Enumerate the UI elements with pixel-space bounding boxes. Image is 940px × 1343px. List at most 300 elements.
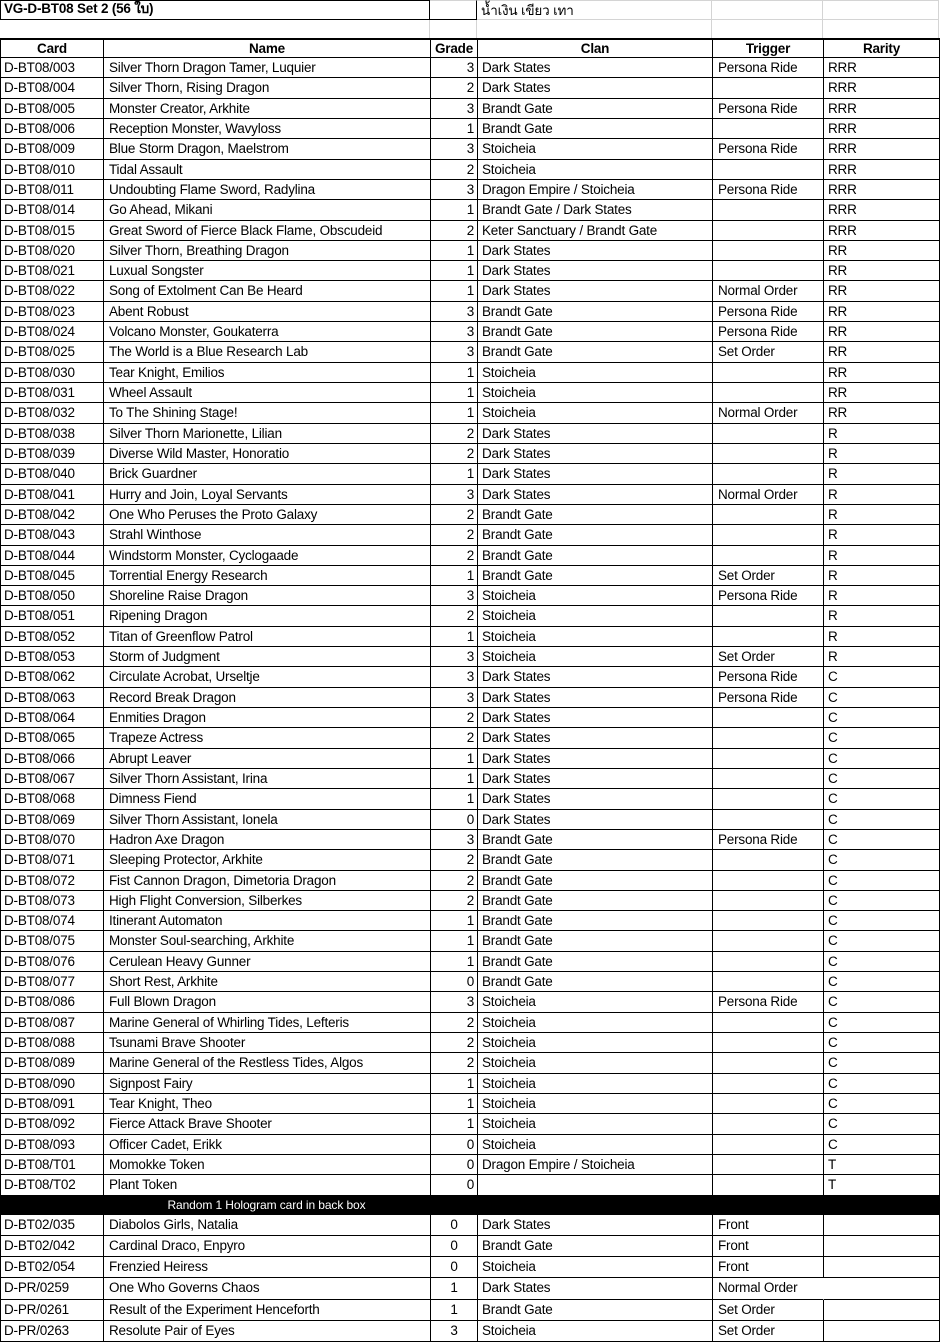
cell-grade: 2 bbox=[431, 78, 478, 98]
cell-grade: 2 bbox=[431, 525, 478, 545]
cell-rarity: C bbox=[824, 972, 940, 992]
cell-name: Trapeze Actress bbox=[104, 728, 431, 748]
cell-trigger bbox=[713, 200, 824, 220]
cell-clan: Brandt Gate bbox=[478, 302, 713, 322]
cell-trigger: Persona Ride bbox=[713, 830, 824, 850]
cell-card: D-BT08/022 bbox=[1, 281, 104, 301]
cell-grade: 2 bbox=[431, 160, 478, 180]
cell-grade: 1 bbox=[431, 281, 478, 301]
cell-trigger bbox=[713, 525, 824, 545]
cell-clan: Brandt Gate bbox=[478, 1236, 713, 1257]
cell-clan: Dragon Empire / Stoicheia bbox=[478, 180, 713, 200]
cell-card: D-BT08/076 bbox=[1, 952, 104, 972]
cell-clan: Stoicheia bbox=[478, 627, 713, 647]
cell-name: Wheel Assault bbox=[104, 383, 431, 403]
cell-grade: 3 bbox=[431, 99, 478, 119]
table-header-row bbox=[0, 38, 940, 58]
cell-grade: 3 bbox=[431, 667, 478, 687]
cell-grade: 3 bbox=[431, 342, 478, 362]
cell-rarity: C bbox=[824, 1114, 940, 1134]
cell-trigger bbox=[713, 952, 824, 972]
cell-rarity: R bbox=[824, 464, 940, 484]
cell-trigger bbox=[713, 1033, 824, 1053]
cell-trigger bbox=[713, 505, 824, 525]
cell-name: Silver Thorn, Rising Dragon bbox=[104, 78, 431, 98]
cell-trigger: Persona Ride bbox=[713, 302, 824, 322]
cell-grade: 2 bbox=[431, 221, 478, 241]
cell-card: D-BT08/040 bbox=[1, 464, 104, 484]
cell-name: Song of Extolment Can Be Heard bbox=[104, 281, 431, 301]
cell-clan: Keter Sanctuary / Brandt Gate bbox=[478, 221, 713, 241]
cell-clan: Brandt Gate bbox=[478, 972, 713, 992]
cell-clan: Dark States bbox=[478, 281, 713, 301]
cell-grade: 1 bbox=[431, 749, 478, 769]
cell-rarity bbox=[824, 1215, 940, 1236]
cell-clan: Brandt Gate bbox=[478, 566, 713, 586]
cell-grade: 1 bbox=[431, 952, 478, 972]
cell-clan: Brandt Gate bbox=[478, 891, 713, 911]
cell-card: D-BT08/032 bbox=[1, 403, 104, 423]
cell-trigger bbox=[713, 728, 824, 748]
cell-card: D-BT08/062 bbox=[1, 667, 104, 687]
cell-rarity bbox=[824, 1278, 940, 1299]
cell-grade: 0 bbox=[431, 972, 478, 992]
cell-rarity bbox=[824, 1321, 940, 1342]
cell-trigger bbox=[713, 1053, 824, 1073]
cell-grade: 1 bbox=[431, 789, 478, 809]
cell-card: D-BT08/092 bbox=[1, 1114, 104, 1134]
cell-grade: 2 bbox=[431, 728, 478, 748]
cell-grade: 1 bbox=[431, 931, 478, 951]
set-title: VG-D-BT08 Set 2 (56 ใบ) bbox=[0, 0, 430, 20]
cell-card: D-BT02/035 bbox=[1, 1215, 104, 1236]
cell-name: Resolute Pair of Eyes bbox=[104, 1321, 431, 1342]
cell-trigger bbox=[713, 78, 824, 98]
cell-card: D-BT08/039 bbox=[1, 444, 104, 464]
cell-trigger: Normal Order bbox=[713, 1278, 824, 1299]
cell-rarity: R bbox=[824, 627, 940, 647]
cell-grade: 3 bbox=[431, 992, 478, 1012]
cell-card: D-BT08/031 bbox=[1, 383, 104, 403]
cell-name: Fist Cannon Dragon, Dimetoria Dragon bbox=[104, 871, 431, 891]
cell-trigger: Normal Order bbox=[713, 281, 824, 301]
cell-card: D-BT02/054 bbox=[1, 1257, 104, 1278]
cell-grade: 1 bbox=[431, 464, 478, 484]
cell-grade: 1 bbox=[431, 627, 478, 647]
cell-clan: Stoicheia bbox=[478, 403, 713, 423]
cell-grade: 1 bbox=[431, 403, 478, 423]
cell-card: D-BT08/021 bbox=[1, 261, 104, 281]
cell-rarity: RRR bbox=[824, 139, 940, 159]
cell-clan: Dark States bbox=[478, 241, 713, 261]
cell-name: Go Ahead, Mikani bbox=[104, 200, 431, 220]
cell-grade: 0 bbox=[431, 1257, 478, 1278]
cell-rarity: C bbox=[824, 911, 940, 931]
cell-grade: 2 bbox=[431, 891, 478, 911]
cell-name: Tear Knight, Theo bbox=[104, 1094, 431, 1114]
cell-trigger: Set Order bbox=[713, 342, 824, 362]
column-header-name: Name bbox=[104, 40, 431, 58]
cell-trigger bbox=[713, 1074, 824, 1094]
cell-card: D-BT08/087 bbox=[1, 1013, 104, 1033]
cell-name: Momokke Token bbox=[104, 1155, 431, 1175]
cell-trigger bbox=[713, 1013, 824, 1033]
bonus-table-body bbox=[0, 1215, 940, 1343]
cell-card: D-BT08/024 bbox=[1, 322, 104, 342]
cell-name: Hurry and Join, Loyal Servants bbox=[104, 485, 431, 505]
empty-cell bbox=[823, 0, 939, 20]
cell-trigger bbox=[713, 383, 824, 403]
cell-trigger bbox=[713, 221, 824, 241]
cell-trigger bbox=[713, 769, 824, 789]
cell-clan: Brandt Gate bbox=[478, 911, 713, 931]
cell-clan: Stoicheia bbox=[478, 647, 713, 667]
cell-clan: Stoicheia bbox=[478, 586, 713, 606]
cell-rarity: RR bbox=[824, 241, 940, 261]
cell-trigger: Set Order bbox=[713, 1321, 824, 1342]
cell-card: D-BT08/005 bbox=[1, 99, 104, 119]
cell-trigger bbox=[713, 1094, 824, 1114]
cell-clan: Brandt Gate bbox=[478, 99, 713, 119]
cell-rarity: RR bbox=[824, 363, 940, 383]
cell-grade: 0 bbox=[431, 1236, 478, 1257]
cell-grade: 1 bbox=[431, 1300, 478, 1321]
cell-trigger: Front bbox=[713, 1236, 824, 1257]
cell-grade: 1 bbox=[431, 119, 478, 139]
cell-rarity: C bbox=[824, 688, 940, 708]
cell-rarity: T bbox=[824, 1175, 940, 1195]
cell-clan: Stoicheia bbox=[478, 363, 713, 383]
cell-rarity: C bbox=[824, 1074, 940, 1094]
cell-card: D-BT08/090 bbox=[1, 1074, 104, 1094]
cell-clan: Brandt Gate bbox=[478, 342, 713, 362]
cell-name: Brick Guardner bbox=[104, 464, 431, 484]
cell-clan: Brandt Gate bbox=[478, 119, 713, 139]
cell-grade: 2 bbox=[431, 1053, 478, 1073]
cell-clan: Stoicheia bbox=[478, 606, 713, 626]
cell-name: Reception Monster, Wavyloss bbox=[104, 119, 431, 139]
cell-trigger bbox=[713, 1135, 824, 1155]
cell-trigger bbox=[713, 810, 824, 830]
empty-cell bbox=[430, 0, 477, 20]
cell-grade: 1 bbox=[431, 769, 478, 789]
cell-grade: 2 bbox=[431, 871, 478, 891]
cell-rarity: RRR bbox=[824, 221, 940, 241]
cell-card: D-BT08/045 bbox=[1, 566, 104, 586]
cell-name: To The Shining Stage! bbox=[104, 403, 431, 423]
cell-card: D-BT08/066 bbox=[1, 749, 104, 769]
cell-name: Silver Thorn Dragon Tamer, Luquier bbox=[104, 58, 431, 78]
cell-trigger bbox=[713, 789, 824, 809]
cell-trigger bbox=[713, 1114, 824, 1134]
cell-clan: Dark States bbox=[478, 749, 713, 769]
cell-rarity: RR bbox=[824, 342, 940, 362]
cell-card: D-BT08/069 bbox=[1, 810, 104, 830]
cell-grade: 3 bbox=[431, 586, 478, 606]
cell-grade: 2 bbox=[431, 424, 478, 444]
cell-rarity: R bbox=[824, 566, 940, 586]
cell-grade: 0 bbox=[431, 1135, 478, 1155]
empty-cell bbox=[477, 20, 712, 38]
cell-card: D-BT08/T02 bbox=[1, 1175, 104, 1195]
cell-clan: Brandt Gate bbox=[478, 871, 713, 891]
cell-rarity: RR bbox=[824, 302, 940, 322]
cell-name: Officer Cadet, Erikk bbox=[104, 1135, 431, 1155]
cell-grade: 3 bbox=[431, 322, 478, 342]
cell-rarity: RRR bbox=[824, 119, 940, 139]
cell-card: D-BT08/075 bbox=[1, 931, 104, 951]
cell-rarity: R bbox=[824, 606, 940, 626]
cell-name: Volcano Monster, Goukaterra bbox=[104, 322, 431, 342]
cell-card: D-BT08/072 bbox=[1, 871, 104, 891]
cell-grade: 3 bbox=[431, 302, 478, 322]
cell-card: D-BT08/093 bbox=[1, 1135, 104, 1155]
cell-grade: 1 bbox=[431, 1278, 478, 1299]
cell-trigger bbox=[713, 1155, 824, 1175]
cell-clan: Stoicheia bbox=[478, 992, 713, 1012]
cell-rarity bbox=[824, 1257, 940, 1278]
cell-rarity: C bbox=[824, 871, 940, 891]
cell-rarity: R bbox=[824, 546, 940, 566]
cell-rarity: C bbox=[824, 769, 940, 789]
cell-rarity: RR bbox=[824, 403, 940, 423]
cell-rarity: C bbox=[824, 1013, 940, 1033]
cell-name: Great Sword of Fierce Black Flame, Obscudeid bbox=[104, 221, 431, 241]
cell-clan: Brandt Gate / Dark States bbox=[478, 200, 713, 220]
cell-rarity: RRR bbox=[824, 200, 940, 220]
cell-grade: 3 bbox=[431, 647, 478, 667]
cell-grade: 1 bbox=[431, 383, 478, 403]
cell-rarity: RRR bbox=[824, 58, 940, 78]
cell-rarity: RRR bbox=[824, 160, 940, 180]
cell-card: D-BT08/067 bbox=[1, 769, 104, 789]
cell-clan: Stoicheia bbox=[478, 1135, 713, 1155]
cell-grade: 1 bbox=[431, 200, 478, 220]
cell-card: D-BT08/004 bbox=[1, 78, 104, 98]
cell-name: Circulate Acrobat, Urseltje bbox=[104, 667, 431, 687]
cell-name: Sleeping Protector, Arkhite bbox=[104, 850, 431, 870]
cell-clan: Dark States bbox=[478, 708, 713, 728]
cell-rarity: R bbox=[824, 525, 940, 545]
cell-grade: 1 bbox=[431, 241, 478, 261]
cell-grade: 3 bbox=[431, 1321, 478, 1342]
cell-trigger: Front bbox=[713, 1215, 824, 1236]
cell-name: Titan of Greenflow Patrol bbox=[104, 627, 431, 647]
cell-trigger bbox=[713, 444, 824, 464]
cell-rarity bbox=[824, 1236, 940, 1257]
cell-card: D-BT08/T01 bbox=[1, 1155, 104, 1175]
cell-clan: Dark States bbox=[478, 769, 713, 789]
cell-name: Abent Robust bbox=[104, 302, 431, 322]
column-header-rarity: Rarity bbox=[824, 40, 940, 58]
cell-card: D-BT08/051 bbox=[1, 606, 104, 626]
cell-grade: 1 bbox=[431, 363, 478, 383]
cell-clan: Brandt Gate bbox=[478, 322, 713, 342]
cell-clan: Stoicheia bbox=[478, 1094, 713, 1114]
cell-name: One Who Peruses the Proto Galaxy bbox=[104, 505, 431, 525]
cell-name: Frenzied Heiress bbox=[104, 1257, 431, 1278]
cell-name: Silver Thorn Assistant, Irina bbox=[104, 769, 431, 789]
cell-card: D-BT08/070 bbox=[1, 830, 104, 850]
cell-clan: Dark States bbox=[478, 464, 713, 484]
cell-grade: 3 bbox=[431, 139, 478, 159]
cell-clan: Brandt Gate bbox=[478, 931, 713, 951]
cell-trigger bbox=[713, 850, 824, 870]
cell-trigger: Persona Ride bbox=[713, 99, 824, 119]
cell-clan: Brandt Gate bbox=[478, 850, 713, 870]
cell-card: D-BT08/038 bbox=[1, 424, 104, 444]
cell-card: D-BT08/014 bbox=[1, 200, 104, 220]
cell-rarity: T bbox=[824, 1155, 940, 1175]
cell-card: D-BT08/009 bbox=[1, 139, 104, 159]
cell-name: Itinerant Automaton bbox=[104, 911, 431, 931]
cell-trigger bbox=[713, 464, 824, 484]
cell-clan: Dark States bbox=[478, 789, 713, 809]
cell-grade: 2 bbox=[431, 708, 478, 728]
cell-grade: 3 bbox=[431, 58, 478, 78]
column-header-grade: Grade bbox=[431, 40, 478, 58]
cell-grade: 0 bbox=[431, 810, 478, 830]
cell-card: D-BT08/050 bbox=[1, 586, 104, 606]
cell-name: Tidal Assault bbox=[104, 160, 431, 180]
cell-trigger bbox=[713, 627, 824, 647]
cell-grade: 0 bbox=[431, 1155, 478, 1175]
cell-rarity bbox=[824, 1300, 940, 1321]
cell-trigger: Persona Ride bbox=[713, 586, 824, 606]
cell-name: Shoreline Raise Dragon bbox=[104, 586, 431, 606]
cell-rarity: RR bbox=[824, 281, 940, 301]
cell-clan: Dark States bbox=[478, 667, 713, 687]
cell-card: D-BT08/041 bbox=[1, 485, 104, 505]
cell-card: D-BT08/020 bbox=[1, 241, 104, 261]
cell-card: D-BT08/071 bbox=[1, 850, 104, 870]
cell-rarity: C bbox=[824, 667, 940, 687]
cell-rarity: C bbox=[824, 850, 940, 870]
cell-name: Strahl Winthose bbox=[104, 525, 431, 545]
cell-clan: Stoicheia bbox=[478, 1074, 713, 1094]
cell-trigger bbox=[713, 871, 824, 891]
cell-trigger: Persona Ride bbox=[713, 139, 824, 159]
cell-card: D-BT08/023 bbox=[1, 302, 104, 322]
cell-clan: Dark States bbox=[478, 688, 713, 708]
cell-clan: Stoicheia bbox=[478, 139, 713, 159]
cell-trigger: Front bbox=[713, 1257, 824, 1278]
cell-rarity: C bbox=[824, 810, 940, 830]
cell-grade: 2 bbox=[431, 850, 478, 870]
cell-name: Blue Storm Dragon, Maelstrom bbox=[104, 139, 431, 159]
cell-trigger: Set Order bbox=[713, 647, 824, 667]
cell-rarity: C bbox=[824, 708, 940, 728]
cell-trigger: Persona Ride bbox=[713, 688, 824, 708]
cell-clan: Stoicheia bbox=[478, 1321, 713, 1342]
cell-name: Enmities Dragon bbox=[104, 708, 431, 728]
cell-card: D-BT08/068 bbox=[1, 789, 104, 809]
cell-card: D-BT08/088 bbox=[1, 1033, 104, 1053]
cell-name: Plant Token bbox=[104, 1175, 431, 1195]
cell-grade: 2 bbox=[431, 606, 478, 626]
cell-rarity: RRR bbox=[824, 99, 940, 119]
cell-name: Marine General of the Restless Tides, Algos bbox=[104, 1053, 431, 1073]
cell-clan: Stoicheia bbox=[478, 383, 713, 403]
cell-name: Result of the Experiment Henceforth bbox=[104, 1300, 431, 1321]
cell-clan: Dark States bbox=[478, 485, 713, 505]
cell-rarity: C bbox=[824, 992, 940, 1012]
cell-name: Windstorm Monster, Cyclogaade bbox=[104, 546, 431, 566]
cell-trigger bbox=[713, 241, 824, 261]
cell-name: Cerulean Heavy Gunner bbox=[104, 952, 431, 972]
cell-clan: Dark States bbox=[478, 261, 713, 281]
cell-clan: Dark States bbox=[478, 424, 713, 444]
cell-rarity: RR bbox=[824, 383, 940, 403]
cell-clan: Dark States bbox=[478, 810, 713, 830]
cell-trigger: Persona Ride bbox=[713, 992, 824, 1012]
cell-card: D-BT08/015 bbox=[1, 221, 104, 241]
cell-name: Silver Thorn Assistant, Ionela bbox=[104, 810, 431, 830]
cell-grade: 1 bbox=[431, 1074, 478, 1094]
cell-name: Monster Creator, Arkhite bbox=[104, 99, 431, 119]
cell-rarity: RRR bbox=[824, 180, 940, 200]
cell-trigger: Persona Ride bbox=[713, 667, 824, 687]
cell-clan: Dark States bbox=[478, 1278, 713, 1299]
cell-name: Fierce Attack Brave Shooter bbox=[104, 1114, 431, 1134]
cell-rarity: R bbox=[824, 505, 940, 525]
cell-name: Diabolos Girls, Natalia bbox=[104, 1215, 431, 1236]
cell-grade: 1 bbox=[431, 911, 478, 931]
cell-trigger bbox=[713, 749, 824, 769]
cell-trigger bbox=[713, 363, 824, 383]
cell-trigger: Normal Order bbox=[713, 403, 824, 423]
top-title-row bbox=[0, 0, 940, 20]
cell-name: Luxual Songster bbox=[104, 261, 431, 281]
cell-trigger bbox=[713, 606, 824, 626]
cell-name: Silver Thorn Marionette, Lilian bbox=[104, 424, 431, 444]
cell-card: D-BT08/091 bbox=[1, 1094, 104, 1114]
cell-clan: Stoicheia bbox=[478, 1053, 713, 1073]
cell-name: High Flight Conversion, Silberkes bbox=[104, 891, 431, 911]
cell-trigger: Persona Ride bbox=[713, 58, 824, 78]
cell-card: D-PR/0261 bbox=[1, 1300, 104, 1321]
cell-card: D-BT08/063 bbox=[1, 688, 104, 708]
color-note-thai: น้ำเงิน เขียว เทา bbox=[477, 0, 712, 20]
cell-trigger bbox=[713, 119, 824, 139]
cell-name: Record Break Dragon bbox=[104, 688, 431, 708]
cell-clan: Dark States bbox=[478, 728, 713, 748]
empty-cell bbox=[0, 20, 430, 38]
cell-clan: Dark States bbox=[478, 444, 713, 464]
cell-rarity: R bbox=[824, 586, 940, 606]
cell-rarity: C bbox=[824, 728, 940, 748]
cell-name: Marine General of Whirling Tides, Lefteris bbox=[104, 1013, 431, 1033]
cell-grade: 2 bbox=[431, 1013, 478, 1033]
cell-rarity: C bbox=[824, 1135, 940, 1155]
cell-grade: 0 bbox=[431, 1175, 478, 1195]
cell-card: D-BT08/086 bbox=[1, 992, 104, 1012]
cell-rarity: C bbox=[824, 891, 940, 911]
cell-rarity: RR bbox=[824, 261, 940, 281]
cell-clan bbox=[478, 1175, 713, 1195]
cell-clan: Brandt Gate bbox=[478, 546, 713, 566]
cell-card: D-BT08/025 bbox=[1, 342, 104, 362]
cell-trigger: Persona Ride bbox=[713, 322, 824, 342]
cell-rarity: C bbox=[824, 1033, 940, 1053]
cell-name: Dimness Fiend bbox=[104, 789, 431, 809]
cell-grade: 2 bbox=[431, 444, 478, 464]
cell-trigger bbox=[713, 424, 824, 444]
cell-card: D-BT08/043 bbox=[1, 525, 104, 545]
cell-name: Tear Knight, Emilios bbox=[104, 363, 431, 383]
cell-trigger bbox=[713, 1175, 824, 1195]
cell-clan: Stoicheia bbox=[478, 1013, 713, 1033]
